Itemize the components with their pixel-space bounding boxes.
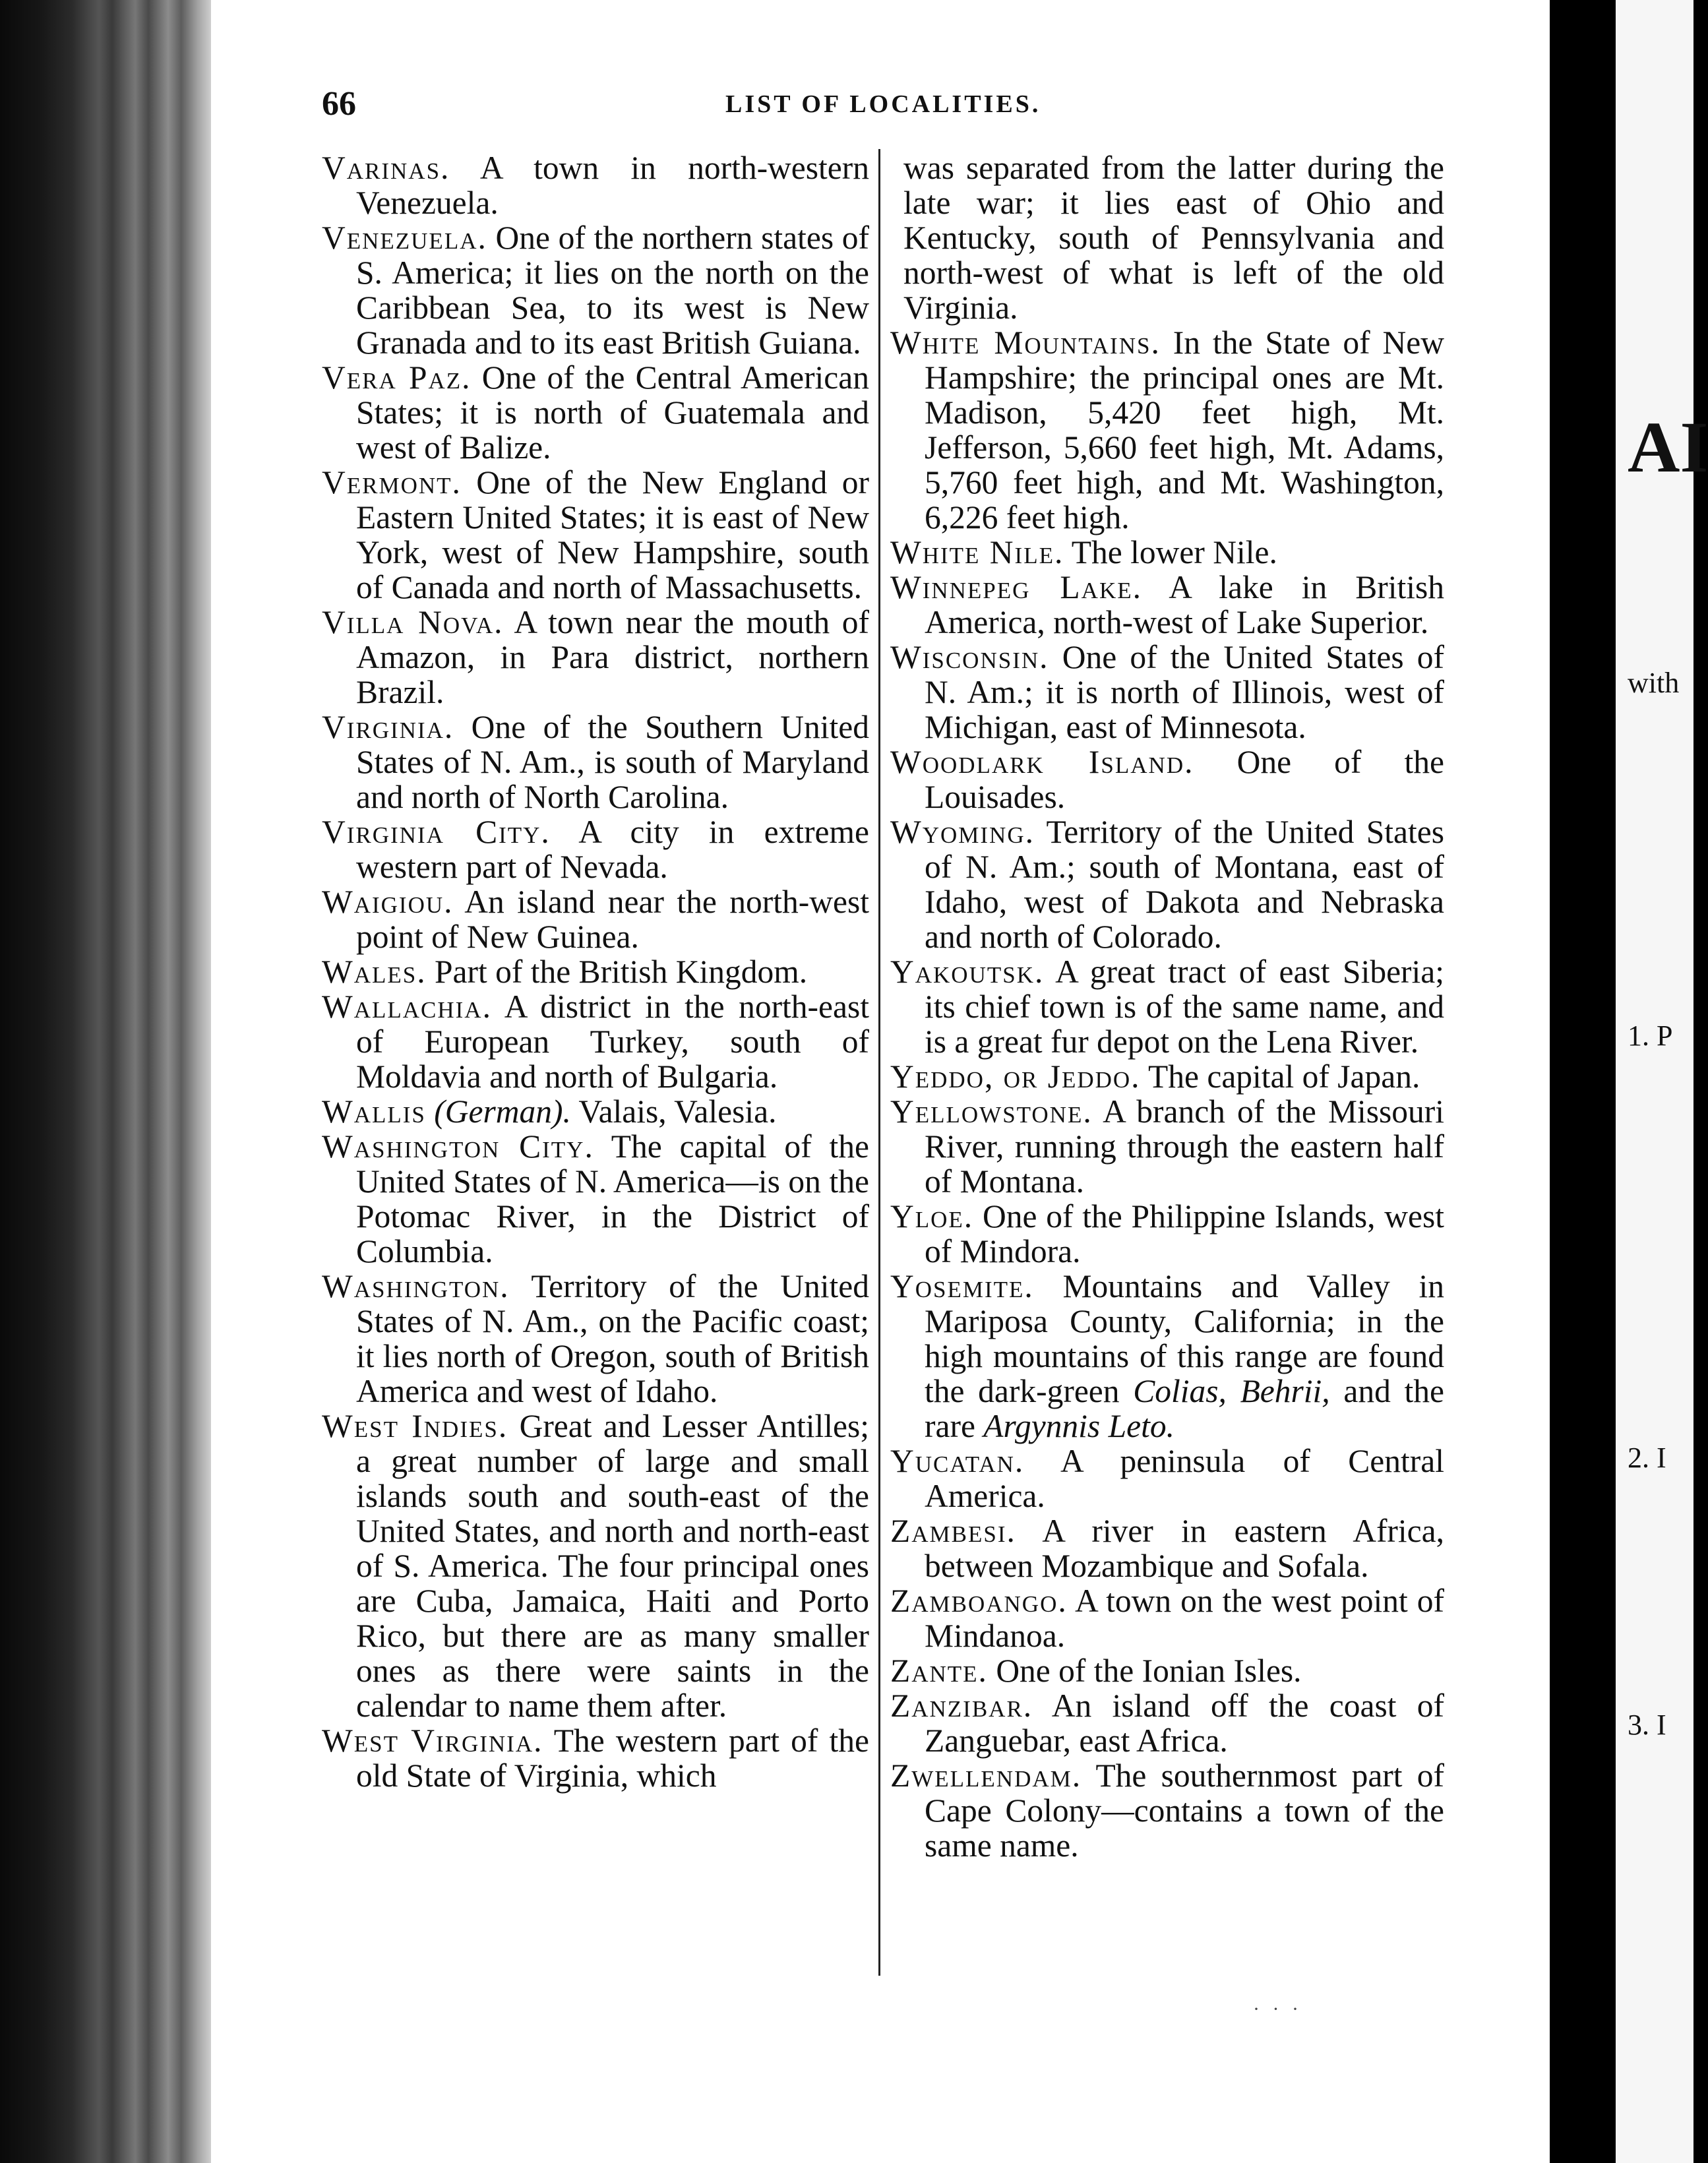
gazetteer-entry xyxy=(890,1444,1444,1513)
gazetteer-entry xyxy=(890,1653,1444,1688)
facing-list-item: 2. I xyxy=(1628,1442,1666,1474)
left-column xyxy=(322,150,869,1793)
entry-text: One of the New England or Eastern United States; it is east of New York, west of New Hampshire, south of Canada and north of Massachusetts. xyxy=(356,464,869,605)
gazetteer-entry xyxy=(890,1583,1444,1653)
entry-headword: Zanzibar. xyxy=(890,1688,1033,1724)
entry-text: An island off the coast of Zanguebar, east Africa. xyxy=(925,1688,1444,1759)
entry-headword: Yeddo, or Jeddo. xyxy=(890,1058,1141,1095)
book-page xyxy=(211,0,1550,2163)
facing-word-fragment: with xyxy=(1628,667,1680,699)
entry-headword: Washington. xyxy=(322,1268,510,1304)
entry-text: One of the Ionian Isles. xyxy=(987,1653,1302,1689)
entry-headword: West Virginia. xyxy=(322,1722,543,1759)
gazetteer-entry xyxy=(890,1094,1444,1199)
entry-text: and the rare xyxy=(925,1373,1444,1444)
gazetteer-entry xyxy=(890,1688,1444,1758)
facing-page-fragment xyxy=(1616,0,1708,2163)
gazetteer-entry xyxy=(890,570,1444,640)
entry-headword: Villa Nova. xyxy=(322,604,504,640)
entry-headword: Yakoutsk. xyxy=(890,954,1045,990)
facing-list-item: 3. I xyxy=(1628,1709,1666,1741)
page-number: 66 xyxy=(322,85,356,123)
entry-headword: Wisconsin. xyxy=(890,639,1049,675)
entry-text: Territory of the United States of N. Am., on the Pacific coast; it lies north of Oregon, south of British America and west of Idaho. xyxy=(356,1268,869,1409)
entry-text: The western part of the old State of Virginia, which xyxy=(356,1722,869,1794)
gazetteer-entry xyxy=(322,1723,869,1793)
entry-text: A town in north-western Venezuela. xyxy=(356,150,869,221)
entry-headword: Wyoming. xyxy=(890,814,1035,850)
entry-text: Mountains and Valley in Mariposa County, California; in the high mountains of this range are found the dark-green xyxy=(925,1268,1444,1409)
entry-headword: Waigiou. xyxy=(322,884,454,920)
entry-headword: Vera Paz. xyxy=(322,359,472,396)
right-column xyxy=(890,150,1444,1863)
entry-text: One of the Central American States; it is north of Guatemala and west of Balize. xyxy=(356,359,869,466)
entry-text: A great tract of east Siberia; its chief town is of the same name, and is a great fur depot on the Lena River. xyxy=(925,954,1444,1060)
entry-text: The southernmost part of Cape Colony—contains a town of the same name. xyxy=(925,1757,1444,1864)
entry-headword: Venezuela. xyxy=(322,220,487,256)
entry-text: The capital of the United States of N. America—is on the Potomac River, in the District of Columbia. xyxy=(356,1128,869,1269)
gazetteer-entry xyxy=(890,1199,1444,1269)
facing-list-item: 1. P xyxy=(1628,1020,1673,1052)
entry-text: An island near the north-west point of New Guinea. xyxy=(356,884,869,955)
footer-ornament: · · · xyxy=(1253,1998,1302,2020)
entry-headword: Wales. xyxy=(322,954,427,990)
gazetteer-entry xyxy=(322,1269,869,1409)
entry-headword: Winnepeg Lake. xyxy=(890,569,1142,605)
gazetteer-entry xyxy=(322,954,869,989)
entry-headword: Zamboango. xyxy=(890,1583,1068,1619)
gazetteer-entry xyxy=(890,640,1444,745)
entry-text: A river in eastern Africa, between Mozambique and Sofala. xyxy=(925,1513,1444,1584)
entry-text: A city in extreme western part of Nevada. xyxy=(356,814,869,885)
gazetteer-entry xyxy=(890,535,1444,570)
gazetteer-entry xyxy=(890,1758,1444,1863)
entry-text: One of the Philippine Islands, west of Mindora. xyxy=(925,1198,1444,1269)
entry-headword: Virginia. xyxy=(322,709,454,745)
entry-text: Great and Lesser Antilles; a great number of large and small islands south and south-east of the United States, and north and north-east of S. America. The four principal ones are Cuba, Jamaica, Haiti and Porto Rico, but there are as many smaller ones as there were saints in the calendar to name them after. xyxy=(356,1408,869,1724)
gazetteer-entry xyxy=(322,220,869,360)
gazetteer-entry xyxy=(322,989,869,1094)
entry-text: A town near the mouth of Amazon, in Para district, northern Brazil. xyxy=(356,604,869,710)
entry-text: Territory of the United States of N. Am.; south of Montana, east of Idaho, west of Dakota and Nebraska and north of Colorado. xyxy=(925,814,1444,955)
entry-headword: Yosemite. xyxy=(890,1268,1034,1304)
gazetteer-entry xyxy=(890,1059,1444,1094)
entry-text: A district in the north-east of European Turkey, south of Moldavia and north of Bulgaria. xyxy=(356,989,869,1095)
gazetteer-entry xyxy=(322,710,869,814)
entry-headword: Wallachia. xyxy=(322,989,492,1025)
entry-text: The capital of Japan. xyxy=(1140,1058,1420,1095)
gazetteer-entry xyxy=(322,360,869,465)
entry-text: Valais, Valesia. xyxy=(570,1093,777,1130)
column-divider xyxy=(878,149,880,1976)
gazetteer-entry xyxy=(322,150,869,220)
entry-headword: White Mountains. xyxy=(890,324,1161,361)
entry-note: (German). xyxy=(434,1093,571,1130)
gazetteer-entry xyxy=(322,465,869,605)
gazetteer-entry xyxy=(890,1513,1444,1583)
entry-headword: West Indies. xyxy=(322,1408,508,1444)
entry-text: was separated from the latter during the late war; it lies east of Ohio and Kentucky, south of Pennsylvania and north-west of what is left of the old Virginia. xyxy=(903,150,1444,326)
book-binding-edge xyxy=(0,0,211,2163)
entry-text: One of the Southern United States of N. Am., is south of Maryland and north of North Carolina. xyxy=(356,709,869,815)
entry-headword: Zambesi. xyxy=(890,1513,1016,1549)
facing-title-fragment: AI xyxy=(1628,407,1708,487)
entry-headword: Yucatan. xyxy=(890,1443,1025,1479)
entry-headword: Zwellendam. xyxy=(890,1757,1082,1794)
entry-headword: Varinas. xyxy=(322,150,450,186)
entry-headword: Yloe. xyxy=(890,1198,974,1234)
gazetteer-entry xyxy=(322,605,869,710)
gazetteer-entry xyxy=(322,1129,869,1269)
entry-headword: Wallis xyxy=(322,1093,426,1130)
entry-text: A town on the west point of Mindanoa. xyxy=(925,1583,1444,1654)
gazetteer-entry xyxy=(890,745,1444,814)
entry-headword: White Nile. xyxy=(890,534,1064,570)
entry-headword: Virginia City. xyxy=(322,814,551,850)
gazetteer-entry xyxy=(890,325,1444,535)
entry-headword: Yellowstone. xyxy=(890,1093,1093,1130)
gazetteer-entry xyxy=(903,150,1444,325)
page-gutter xyxy=(1550,0,1616,2163)
entry-text: A lake in British America, north-west of Lake Superior. xyxy=(925,569,1444,640)
gazetteer-entry xyxy=(322,1409,869,1723)
gazetteer-entry xyxy=(322,814,869,884)
entry-text: Part of the British Kingdom. xyxy=(426,954,808,990)
gazetteer-entry xyxy=(890,814,1444,954)
entry-italic-text: Colias, Behrii, xyxy=(1133,1373,1330,1409)
entry-italic-text: Argynnis Leto. xyxy=(983,1408,1174,1444)
gazetteer-entry xyxy=(890,1269,1444,1444)
entry-text: A peninsula of Central America. xyxy=(925,1443,1444,1514)
entry-headword: Zante. xyxy=(890,1653,988,1689)
entry-text: One of the Louisades. xyxy=(925,744,1444,815)
entry-text: One of the United States of N. Am.; it is north of Illinois, west of Michigan, east of Minnesota. xyxy=(925,639,1444,745)
entry-text: The lower Nile. xyxy=(1064,534,1277,570)
gazetteer-entry xyxy=(890,954,1444,1059)
entry-text: One of the northern states of S. America; it lies on the north on the Caribbean Sea, to its west is New Granada and to its east British Guiana. xyxy=(356,220,869,361)
running-head: LIST OF LOCALITIES. xyxy=(725,90,1041,118)
gazetteer-entry xyxy=(322,1094,869,1129)
gazetteer-entry xyxy=(322,884,869,954)
entry-headword: Woodlark Island. xyxy=(890,744,1194,780)
entry-headword: Vermont. xyxy=(322,464,462,501)
entry-text: In the State of New Hampshire; the principal ones are Mt. Madison, 5,420 feet high, Mt. Jefferson, 5,660 feet high, Mt. Adams, 5,760 feet high, and Mt. Washington, 6,226 feet high. xyxy=(925,324,1444,535)
entry-text: A branch of the Missouri River, running through the eastern half of Montana. xyxy=(925,1093,1444,1200)
entry-headword: Washington City. xyxy=(322,1128,594,1165)
